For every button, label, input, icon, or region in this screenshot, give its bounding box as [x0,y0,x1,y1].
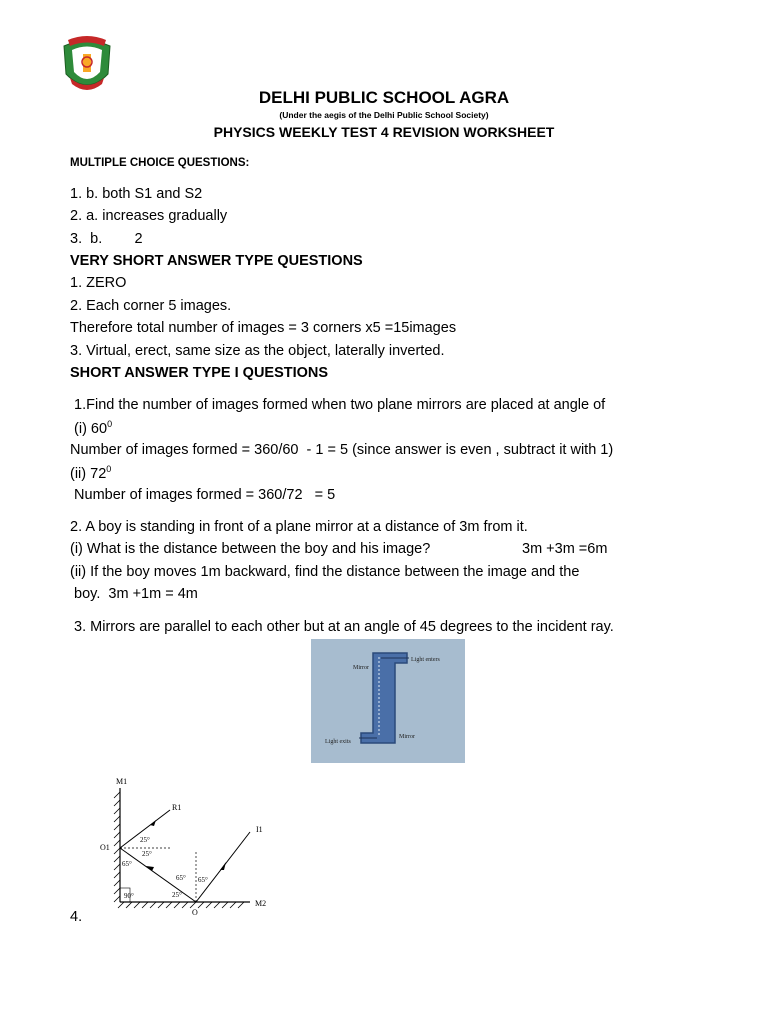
periscope-figure [311,639,465,763]
mcq-heading: MULTIPLE CHOICE QUESTIONS: [70,157,250,169]
angle-65-c: 65° [198,876,208,884]
very-short-line-3: Therefore total number of images = 3 corners x5 =15images [70,320,457,336]
very-short-line-4: 3. Virtual, erect, same size as the object, laterally inverted. [70,343,445,359]
angle-65-b: 65° [176,874,186,882]
periscope-label-enters: Light enters [411,657,440,663]
q2-part-ii-cont: boy. 3m +1m = 4m [70,586,198,602]
mcq-answer-2: 2. a. increases gradually [70,208,228,224]
aegis-subtitle: (Under the aegis of the Delhi Public School Society) [279,110,489,120]
mcq-answer-1: 1. b. both S1 and S2 [70,186,203,202]
label-i1: I1 [256,825,263,834]
label-r1: R1 [172,803,182,812]
q1-part-i: (i) $60^0$ [70,419,113,437]
label-m1: M1 [116,777,128,786]
q1-part-i-answer: Number of images formed = 360/60 - 1 = 5 (since answer is even , subtract it with 1) [70,442,614,458]
very-short-heading: VERY SHORT ANSWER TYPE QUESTIONS [70,253,363,269]
school-logo [58,34,116,96]
q1-part-ii-answer: Number of images formed = 360/72 = 5 [70,487,336,503]
angle-90: 90° [124,892,134,900]
q4-label: 4. [70,909,83,925]
mcq-answer-3: 3. b. 2 [70,231,143,247]
angle-25-a: 25° [140,836,150,844]
angle-25-c: 25° [172,891,182,899]
periscope-label-mirror-bottom: Mirror [399,734,415,740]
periscope-label-mirror-top: Mirror [353,665,369,671]
angle-65-a: 65° [122,860,132,868]
q2-part-i: (i) What is the distance between the boy and his image? [70,541,431,557]
q1-question: 1.Find the number of images formed when two plane mirrors are placed at angle of [70,397,606,413]
q2-part-ii: (ii) If the boy moves 1m backward, find the distance between the image and the [70,564,580,580]
periscope-label-exits: Light exits [325,739,351,745]
very-short-line-2: 2. Each corner 5 images. [70,298,232,314]
mirror-ray-diagram [100,770,280,920]
q2-part-i-answer: 3m +3m =6m [522,541,608,557]
label-o: O [192,908,198,917]
q3-answer: 3. Mirrors are parallel to each other but at an angle of 45 degrees to the incident ray. [70,619,614,635]
angle-25-b: 25° [142,850,152,858]
short1-heading: SHORT ANSWER TYPE I QUESTIONS [70,365,329,381]
very-short-line-1: 1. ZERO [70,275,127,291]
q2-question: 2. A boy is standing in front of a plane mirror at a distance of 3m from it. [70,519,528,535]
worksheet-title: PHYSICS WEEKLY TEST 4 REVISION WORKSHEET [213,124,555,140]
q1-part-ii: (ii) $72^0$ [70,464,112,482]
label-o1: O1 [100,843,110,852]
school-name: DELHI PUBLIC SCHOOL AGRA [258,88,510,107]
label-m2: M2 [255,899,267,908]
